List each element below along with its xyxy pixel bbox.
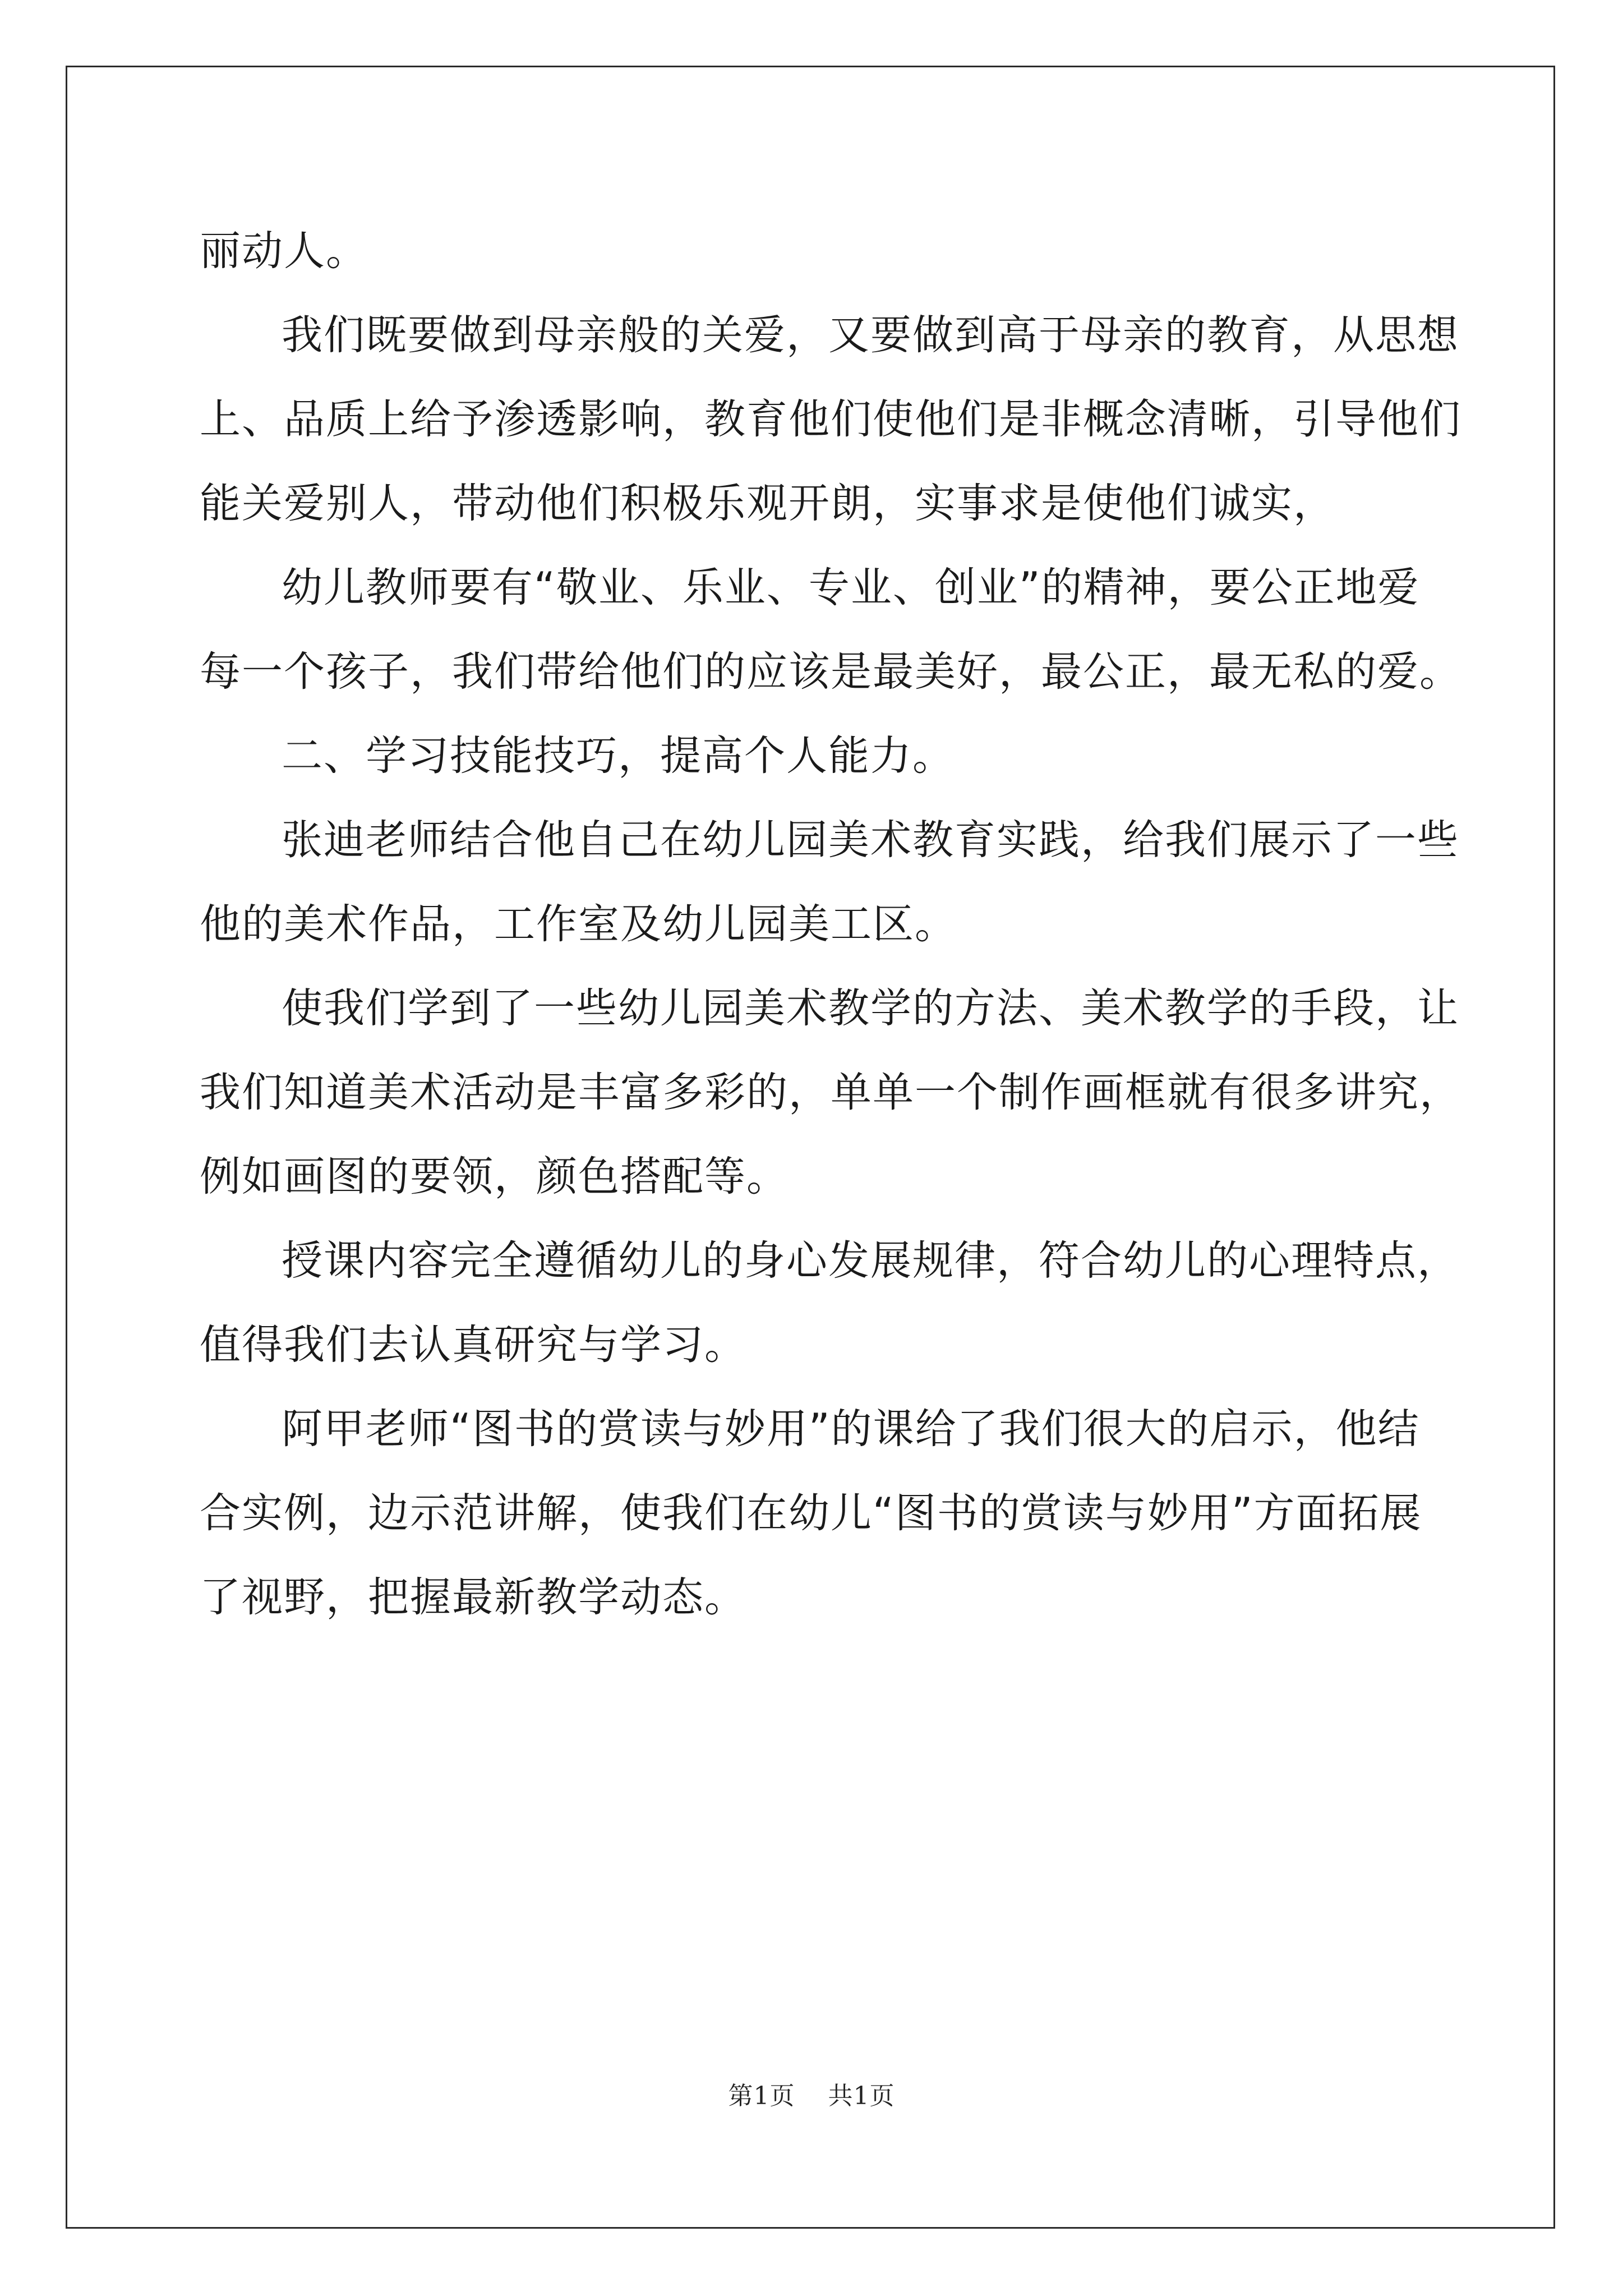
document-body	[200, 209, 1461, 1640]
paragraph-start-line: 我们既要做到母亲般的关爱，又要做到高于母亲的教育，从思想	[282, 311, 1459, 359]
page-number: 第1页	[728, 2082, 795, 2110]
page-total: 共1页	[828, 2082, 895, 2110]
paragraph-start-line: 使我们学到了一些幼儿园美术教学的方法、美术教学的手段，让	[282, 984, 1459, 1032]
paragraph-start-line: 幼儿教师要有“敬业、乐业、专业、创业”的精神，要公正地爱	[282, 564, 1420, 611]
text-line: 他的美术作品，工作室及幼儿园美工区。	[200, 900, 957, 948]
text-line: 例如画图的要领，颜色搭配等。	[200, 1153, 789, 1200]
text-line: 值得我们去认真研究与学习。	[200, 1321, 746, 1369]
text-line: 上、品质上给予渗透影响，教育他们使他们是非概念清晰，引导他们	[200, 395, 1461, 443]
section-heading: 二、学习技能技巧，提高个人能力。	[282, 732, 955, 780]
text-line: 每一个孩子，我们带给他们的应该是最美好，最公正，最无私的爱。	[200, 648, 1461, 696]
text-line: 丽动人。	[200, 227, 368, 275]
paragraph-start-line: 张迪老师结合他自己在幼儿园美术教育实践，给我们展示了一些	[282, 816, 1459, 864]
paragraph-start-line: 授课内容完全遵循幼儿的身心发展规律，符合幼儿的心理特点，	[282, 1237, 1459, 1285]
page-footer	[0, 2076, 1623, 2111]
text-line: 我们知道美术活动是丰富多彩的，单单一个制作画框就有很多讲究，	[200, 1069, 1461, 1116]
text-line: 了视野，把握最新教学动态。	[200, 1573, 746, 1621]
text-line: 能关爱别人，带动他们积极乐观开朗，实事求是使他们诚实，	[200, 480, 1335, 527]
paragraph-start-line: 阿甲老师“图书的赏读与妙用”的课给了我们很大的启示，他结	[282, 1405, 1420, 1453]
text-line: 合实例，边示范讲解，使我们在幼儿“图书的赏读与妙用”方面拓展	[200, 1489, 1422, 1537]
